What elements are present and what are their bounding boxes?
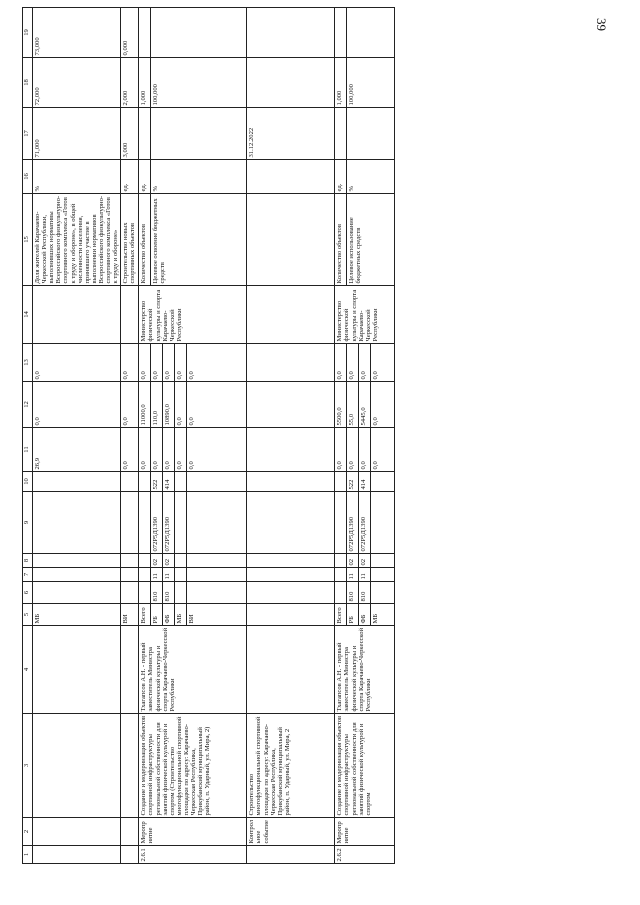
header-cell: 9: [23, 492, 33, 554]
header-cell: 5: [23, 604, 33, 626]
code-cell: 072Р5Д1390: [151, 492, 163, 554]
value-cell: 0,0: [121, 344, 139, 382]
fin-source: ВИ: [121, 604, 139, 626]
value-cell: 0,0: [33, 344, 121, 382]
code-cell: [187, 554, 247, 568]
indicator-unit: %: [33, 160, 121, 194]
value-cell: 5500,0: [335, 382, 347, 428]
value-cell: 26,9: [33, 428, 121, 472]
indicator-name: Целевое освоение бюджетных средств: [151, 194, 247, 286]
table-row: [247, 8, 335, 864]
code-cell: [371, 554, 395, 568]
value-cell: 2,000: [121, 58, 139, 108]
header-cell: 6: [23, 582, 33, 604]
value-cell: [151, 108, 247, 160]
code-cell: 414: [163, 472, 175, 492]
header-cell: 3: [23, 714, 33, 818]
event-date: 31.12.2022: [247, 108, 335, 160]
value-cell: 0,0: [187, 344, 247, 382]
value-cell: 1,000: [139, 58, 151, 108]
item-responsible: Тхагапсов А.Н. - первый заместитель Министра физической культуры и спорта Карачаево-Черкесской Республики: [335, 626, 395, 714]
indicator-name: Количество объектов: [139, 194, 151, 286]
code-cell: [371, 492, 395, 554]
value-cell: 72,000: [33, 58, 121, 108]
code-cell: [175, 554, 187, 568]
code-cell: 522: [151, 472, 163, 492]
value-cell: 0,0: [371, 382, 395, 428]
code-cell: [371, 472, 395, 492]
item-name: Создание и модернизация объектов спортивной инфраструктуры региональной собственности для занятий физической культурой и спортом: [335, 714, 395, 818]
indicator-unit: %: [347, 160, 395, 194]
indicator-name: Строительство новых спортивных объектов: [121, 194, 139, 286]
code-cell: [371, 582, 395, 604]
item-executor: Министерство физической культуры и спорта Карачаево-Черкесской Республики: [139, 286, 247, 344]
code-cell: [175, 492, 187, 554]
header-cell: 14: [23, 286, 33, 344]
rotated-table-page: [22, 8, 617, 864]
page-number: 39: [594, 18, 609, 31]
header-cell: 8: [23, 554, 33, 568]
table-row: [335, 8, 347, 864]
code-cell: 810: [163, 582, 175, 604]
code-cell: 810: [359, 582, 371, 604]
item-type: Контрольное событие: [247, 818, 335, 846]
indicator-name: Количество объектов: [335, 194, 347, 286]
program-table: [22, 7, 395, 864]
code-cell: [187, 472, 247, 492]
value-cell: 0,0: [33, 382, 121, 428]
fin-source: Всего: [139, 604, 151, 626]
header-cell: 1: [23, 846, 33, 864]
code-cell: [139, 582, 151, 604]
fin-source: ФБ: [163, 604, 175, 626]
header-cell: 12: [23, 382, 33, 428]
value-cell: 0,0: [175, 428, 187, 472]
value-cell: [347, 8, 395, 58]
code-cell: 414: [359, 472, 371, 492]
code-cell: [139, 472, 151, 492]
value-cell: 0,0: [347, 428, 359, 472]
value-cell: 100,000: [151, 58, 247, 108]
value-cell: 0,0: [121, 382, 139, 428]
fin-source: ВИ: [187, 604, 247, 626]
value-cell: 0,0: [121, 428, 139, 472]
fin-source: Всего: [335, 604, 347, 626]
code-cell: 810: [347, 582, 359, 604]
code-cell: [335, 568, 347, 582]
code-cell: 02: [151, 554, 163, 568]
code-cell: [139, 492, 151, 554]
item-type: Мероприятие: [139, 818, 247, 846]
header-cell: 11: [23, 428, 33, 472]
code-cell: 072Р5Д1390: [347, 492, 359, 554]
item-name: Строительство многофункциональной спортивной площадки по адресу: Карачаево-Черкесская Республика, Прикубанский муниципальный район, п. Ударный, ул. Мира, 2: [247, 714, 335, 818]
table-row: [121, 8, 139, 864]
header-number-row: [23, 8, 33, 864]
code-cell: 810: [151, 582, 163, 604]
indicator-unit: ед.: [139, 160, 151, 194]
code-cell: 11: [163, 568, 175, 582]
code-cell: [175, 472, 187, 492]
value-cell: 0,0: [175, 344, 187, 382]
header-cell: 4: [23, 626, 33, 714]
item-name: Создание и модернизация объектов спортивной инфраструктуры региональной собственности для занятий физической культурой и спортом (Строительство многофункциональной спортивной площадки по адресу: Карачаево-Черкесская Республика, Прикубанский муниципальный район, п. Ударный, ул. Мира, 2): [139, 714, 247, 818]
code-cell: [371, 568, 395, 582]
header-cell: 19: [23, 8, 33, 58]
code-cell: 11: [347, 568, 359, 582]
value-cell: 5445,0: [359, 382, 371, 428]
value-cell: [139, 108, 151, 160]
value-cell: [335, 8, 347, 58]
header-cell: 15: [23, 194, 33, 286]
fin-source: РБ: [347, 604, 359, 626]
value-cell: 0,0: [359, 344, 371, 382]
code-cell: 11: [359, 568, 371, 582]
indicator-unit: ед.: [335, 160, 347, 194]
value-cell: 0,0: [371, 428, 395, 472]
header-cell: 13: [23, 344, 33, 382]
fin-source: МБ: [33, 604, 121, 626]
value-cell: 3,000: [121, 108, 139, 160]
table-row: [139, 8, 151, 864]
value-cell: 0,000: [121, 8, 139, 58]
header-cell: 18: [23, 58, 33, 108]
item-number: 2.6.1: [139, 846, 247, 864]
table-row: [33, 8, 121, 864]
value-cell: 0,0: [151, 428, 163, 472]
indicator-unit: %: [151, 160, 247, 194]
value-cell: 110,0: [151, 382, 163, 428]
value-cell: 0,0: [335, 344, 347, 382]
code-cell: [335, 582, 347, 604]
value-cell: 0,0: [187, 428, 247, 472]
value-cell: [151, 8, 247, 58]
code-cell: 11: [151, 568, 163, 582]
fin-source: РБ: [151, 604, 163, 626]
value-cell: 1,000: [335, 58, 347, 108]
value-cell: 73,000: [33, 8, 121, 58]
code-cell: [187, 568, 247, 582]
code-cell: [175, 568, 187, 582]
item-responsible: Тхагапсов А.Н. - первый заместитель Министра физической культуры и спорта Карачаево-Черкесской Республики: [139, 626, 247, 714]
value-cell: 0,0: [139, 344, 151, 382]
header-cell: 10: [23, 472, 33, 492]
code-cell: 02: [347, 554, 359, 568]
value-cell: 11000,0: [139, 382, 151, 428]
value-cell: 100,000: [347, 58, 395, 108]
value-cell: 0,0: [163, 428, 175, 472]
value-cell: [347, 108, 395, 160]
code-cell: [139, 568, 151, 582]
fin-source: МБ: [371, 604, 395, 626]
header-cell: 7: [23, 568, 33, 582]
indicator-name: Доля жителей Карачаево-Черкесской Республики, выполнивших нормативы Всероссийского физкультурно-спортивного комплекса «Готов к труду и обороне», в общей численности населения, принявшего участие в выполнении нормативов Всероссийского физкультурно-спортивного комплекса «Готов к труду и обороне»: [33, 194, 121, 286]
item-type: Мероприятие: [335, 818, 395, 846]
item-number: 2.6.2: [335, 846, 395, 864]
value-cell: 0,0: [335, 428, 347, 472]
value-cell: 0,0: [163, 344, 175, 382]
code-cell: [139, 554, 151, 568]
value-cell: [335, 108, 347, 160]
code-cell: [335, 492, 347, 554]
code-cell: [187, 582, 247, 604]
code-cell: 02: [163, 554, 175, 568]
code-cell: 072Р5Д1390: [359, 492, 371, 554]
fin-source: ФБ: [359, 604, 371, 626]
header-cell: 2: [23, 818, 33, 846]
value-cell: 55,0: [347, 382, 359, 428]
value-cell: 0,0: [175, 382, 187, 428]
code-cell: [335, 472, 347, 492]
code-cell: [187, 492, 247, 554]
code-cell: 522: [347, 472, 359, 492]
code-cell: 02: [359, 554, 371, 568]
value-cell: 0,0: [139, 428, 151, 472]
value-cell: 0,0: [371, 344, 395, 382]
value-cell: 10890,0: [163, 382, 175, 428]
value-cell: 0,0: [151, 344, 163, 382]
value-cell: [139, 8, 151, 58]
code-cell: 072Р5Д1390: [163, 492, 175, 554]
code-cell: [175, 582, 187, 604]
value-cell: 0,0: [347, 344, 359, 382]
item-executor: Министерство физической культуры и спорта Карачаево-Черкесской Республики: [335, 286, 395, 344]
value-cell: 71,000: [33, 108, 121, 160]
indicator-name: Целевое использование бюджетных средств: [347, 194, 395, 286]
value-cell: 0,0: [187, 382, 247, 428]
fin-source: МБ: [175, 604, 187, 626]
header-cell: 16: [23, 160, 33, 194]
indicator-unit: ед.: [121, 160, 139, 194]
header-cell: 17: [23, 108, 33, 160]
code-cell: [335, 554, 347, 568]
value-cell: 0,0: [359, 428, 371, 472]
